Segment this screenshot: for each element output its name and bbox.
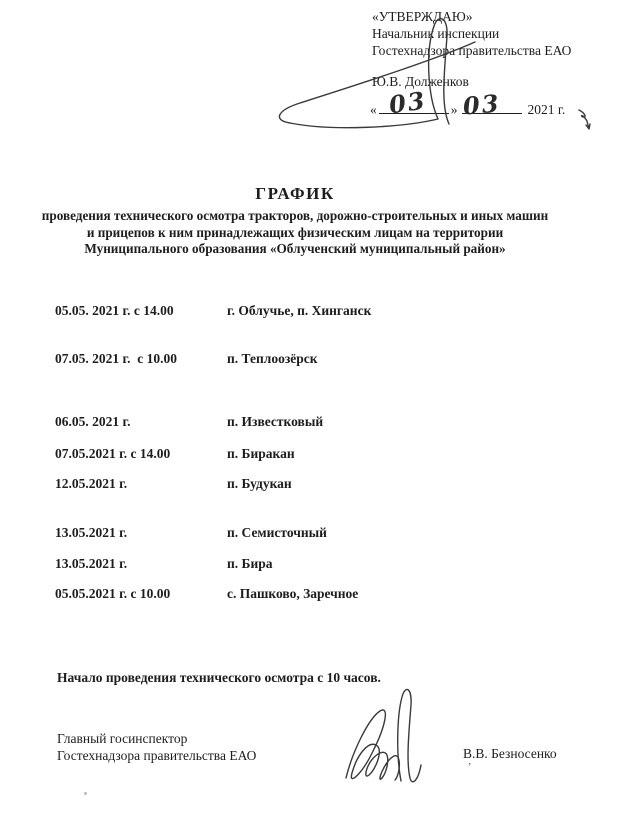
schedule-row <box>55 446 295 462</box>
title-block <box>15 184 575 258</box>
approver-name: Ю.В. Долженков <box>372 74 469 89</box>
schedule-row <box>55 586 358 602</box>
schedule-date: 07.05. 2021 г. с 10.00 <box>55 351 177 366</box>
open-quote: « <box>370 102 377 117</box>
approval-signature <box>270 12 480 137</box>
scan-artifact <box>84 792 87 795</box>
subtitle-line: Муниципального образования «Облученский муниципальный район» <box>84 241 506 256</box>
subtitle-line: проведения технического осмотра тракторов, дорожно-строительных и иных машин <box>41 208 549 223</box>
schedule-row <box>55 525 327 541</box>
schedule-row <box>55 303 371 319</box>
note-text: Начало проведения технического осмотра с 10 часов. <box>57 670 381 685</box>
schedule-row <box>55 556 273 572</box>
subtitle-line: и прицепов к ним принадлежащих физическим лицам на территории <box>86 224 504 240</box>
schedule-row <box>55 414 323 430</box>
schedule-place: п. Известковый <box>227 414 324 429</box>
schedule-row <box>55 476 292 492</box>
schedule-date: 07.05.2021 г. с 14.00 <box>55 446 171 461</box>
schedule-row <box>55 351 318 367</box>
inspector-name: В.В. Безносенко <box>463 746 557 761</box>
handwritten-day: 03 <box>387 85 429 120</box>
pen-mark-icon <box>576 106 596 134</box>
schedule-date: 05.05. 2021 г. с 14.00 <box>55 303 174 318</box>
signoff-role-line1: Главный госинспектор <box>57 731 188 746</box>
schedule-date: 05.05.2021 г. с 10.00 <box>55 586 171 601</box>
schedule-date: 12.05.2021 г. <box>55 476 128 491</box>
document-title: ГРАФИК <box>255 184 335 203</box>
signoff-block <box>57 730 256 764</box>
schedule-place: п. Семисточный <box>227 525 327 540</box>
approval-role-line2: Гостехнадзора правительства ЕАО <box>372 43 572 58</box>
close-quote: » <box>450 102 458 117</box>
approval-stamp-label: «УТВЕРЖДАЮ» <box>372 9 473 24</box>
schedule-date: 13.05.2021 г. <box>55 556 128 571</box>
approval-role-line1: Начальник инспекции <box>372 26 500 41</box>
date-year: 2021 г. <box>527 102 566 117</box>
schedule-place: п. Будукан <box>227 476 292 491</box>
schedule-date: 13.05.2021 г. <box>55 525 128 540</box>
schedule-place: п. Биракан <box>227 446 295 461</box>
scan-artifact: ’ <box>468 762 472 773</box>
handwritten-month: 03 <box>461 88 502 121</box>
inspector-signature <box>338 683 438 791</box>
schedule-place: с. Пашково, Заречное <box>227 586 359 601</box>
schedule-place: п. Теплоозёрск <box>227 351 318 366</box>
schedule-place: п. Бира <box>227 556 273 571</box>
schedule-place: г. Облучье, п. Хинганск <box>227 303 372 318</box>
document-subtitle <box>15 208 575 258</box>
signoff-role-line2: Гостехнадзора правительства ЕАО <box>57 748 257 763</box>
schedule-date: 06.05. 2021 г. <box>55 414 131 429</box>
